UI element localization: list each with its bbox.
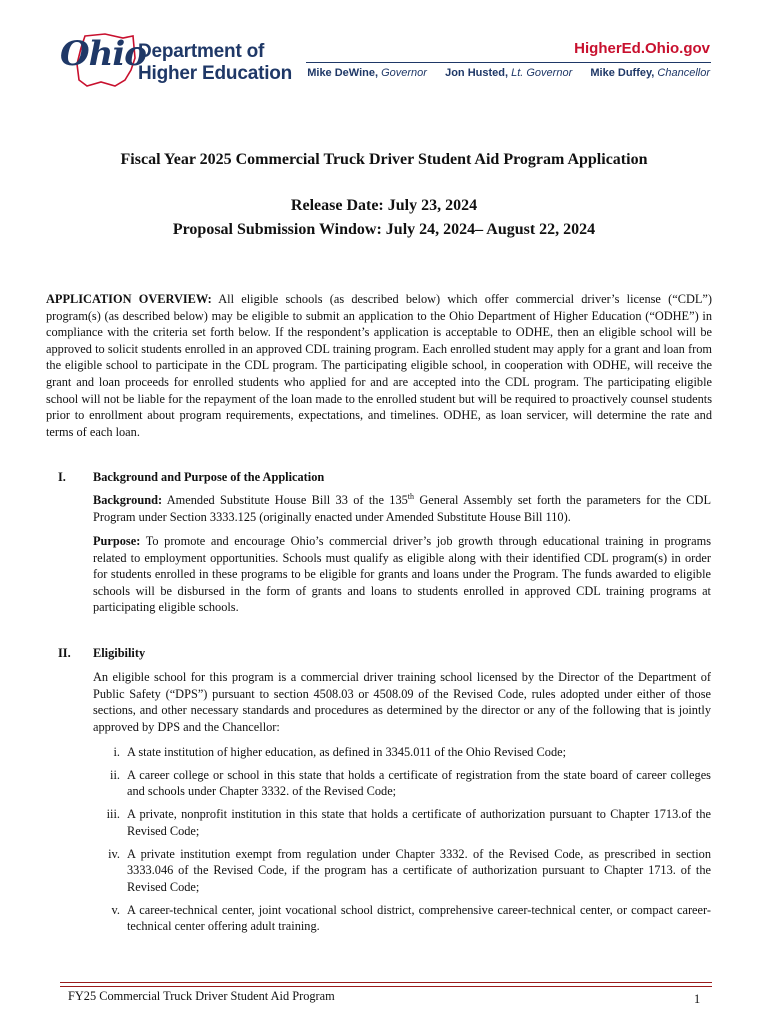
list-item-text: A career college or school in this state that holds a certificate of registration from the state board of career colleges and schools under Chapter 3332. of the Revised Code;: [127, 767, 711, 799]
department-name: [138, 41, 292, 85]
list-item-text: A career-technical center, joint vocational school district, comprehensive career-technical center, or compact career-technical center offering adult training.: [127, 902, 711, 934]
list-item-number: iii.: [106, 807, 120, 822]
purpose-label: Purpose:: [93, 534, 141, 548]
list-item: [93, 767, 711, 800]
section-1-title: Background and Purpose of the Application: [93, 470, 325, 484]
footer-rule-thin: [60, 986, 712, 987]
list-item: [93, 806, 711, 839]
list-item-number: ii.: [110, 767, 120, 782]
eligibility-intro: An eligible school for this program is a commercial driver training school licensed by the Director of the Department of Public Safety (“DPS”) pursuant to section 4508.03 or 4508.09 of the Revised Code, rules adopted under either of those sections, and other necessary standards and procedures as determined by the director or any of the following that is jointly approved by DPS and the Chancellor:: [93, 670, 711, 734]
official-name-1: Mike DeWine,: [307, 67, 379, 79]
list-item-number: i.: [113, 745, 120, 759]
header-rule: [306, 62, 711, 63]
list-item: [93, 744, 711, 761]
footer-text: FY25 Commercial Truck Driver Student Aid Program: [68, 989, 335, 1003]
list-item-number: iv.: [108, 846, 120, 861]
submission-window: Proposal Submission Window: July 24, 2024– August 22, 2024: [172, 221, 596, 238]
background-text-a: Amended Substitute House Bill 33 of the 135: [162, 493, 408, 507]
background-text-b: General Assembly set forth the parameters for the CDL Program under Section 3333.125 (originally enacted under Amended Substitute House Bill 110).: [93, 493, 711, 524]
release-date: Release Date: July 23, 2024: [290, 197, 478, 214]
section-2-title: Eligibility: [93, 646, 146, 660]
list-item-text: A private, nonprofit institution in this state that holds a certificate of authorization pursuant to Chapter 1713.of the Revised Code;: [127, 807, 711, 838]
dept-line-2: Higher Education: [138, 63, 293, 84]
official-name-2: Jon Husted,: [445, 67, 509, 79]
section-1-number: I.: [58, 470, 66, 484]
official-title-3: Chancellor: [657, 67, 710, 79]
logo-word: Ohio: [60, 34, 146, 74]
overview-text: All eligible schools (as described below) which offer commercial driver’s license (“CDL”) program(s) (as described below) may be eligible to submit an application to the Ohio Department of Higher Education (“ODHE”) in compliance with the criteria set forth below. If the respondent’s application is acceptable to ODHE, then an eligible school will be approved to solicit students enrolled in an approved CDL training program. Each enrolled student may apply for a grant and loan from the eligible school to participate in the CDL program. The participating eligible school, in cooperation with ODHE, will receive the grant and loan proceeds for enrolled students who applied for and are accepted into the CDL program. The participating eligible school will not be liable for the repayment of the loan made to the enrolled student but will be required to proactively counsel students prior to enrollment about program requirements, expectations, and timelines. ODHE, as loan servicer, will determine the rate and terms of each loan.: [46, 292, 712, 439]
ordinal-suffix: th: [407, 491, 415, 501]
eligibility-list: [93, 744, 711, 941]
logo-wordmark: [60, 34, 146, 74]
overview-label: APPLICATION OVERVIEW:: [46, 292, 212, 306]
background-label: Background:: [93, 493, 163, 507]
website-link[interactable]: HigherEd.Ohio.gov: [574, 40, 710, 57]
footer-rule: [60, 982, 712, 983]
list-item-text: A state institution of higher education, as defined in 3345.011 of the Ohio Revised Code;: [127, 745, 567, 759]
list-item: [93, 846, 711, 896]
purpose-paragraph: [93, 533, 711, 616]
background-paragraph: [93, 492, 711, 525]
list-item-text: A private institution exempt from regulation under Chapter 3332. of the Revised Code, as prescribed in section 3333.046 of the Revised Code, if the program has a certificate of authorization pursuant to Chapter 1713. of the Revised Code;: [127, 846, 711, 894]
application-overview: [46, 291, 712, 440]
section-2-number: II.: [58, 646, 71, 660]
dept-line-1: Department of: [138, 41, 265, 62]
official-title-1: Governor: [381, 67, 427, 79]
page-number: 1: [694, 992, 701, 1006]
list-item: [93, 902, 711, 935]
document-title: Fiscal Year 2025 Commercial Truck Driver Student Aid Program Application: [120, 151, 648, 168]
list-item-number: v.: [111, 902, 120, 917]
officials-line: [307, 67, 710, 79]
official-name-3: Mike Duffey,: [590, 67, 655, 79]
official-title-2: Lt. Governor: [511, 67, 573, 79]
purpose-text: To promote and encourage Ohio’s commercial driver’s job growth through educational training in programs related to employment opportunities. Schools must qualify as eligible along with their identified CDL program(s) in order for students enrolled in these programs to be eligible for grants and loans under the Program. The funds awarded to eligible schools will be disbursed in the form of grants and loans to students enrolled in approved CDL training programs at participating eligible schools.: [93, 534, 711, 615]
